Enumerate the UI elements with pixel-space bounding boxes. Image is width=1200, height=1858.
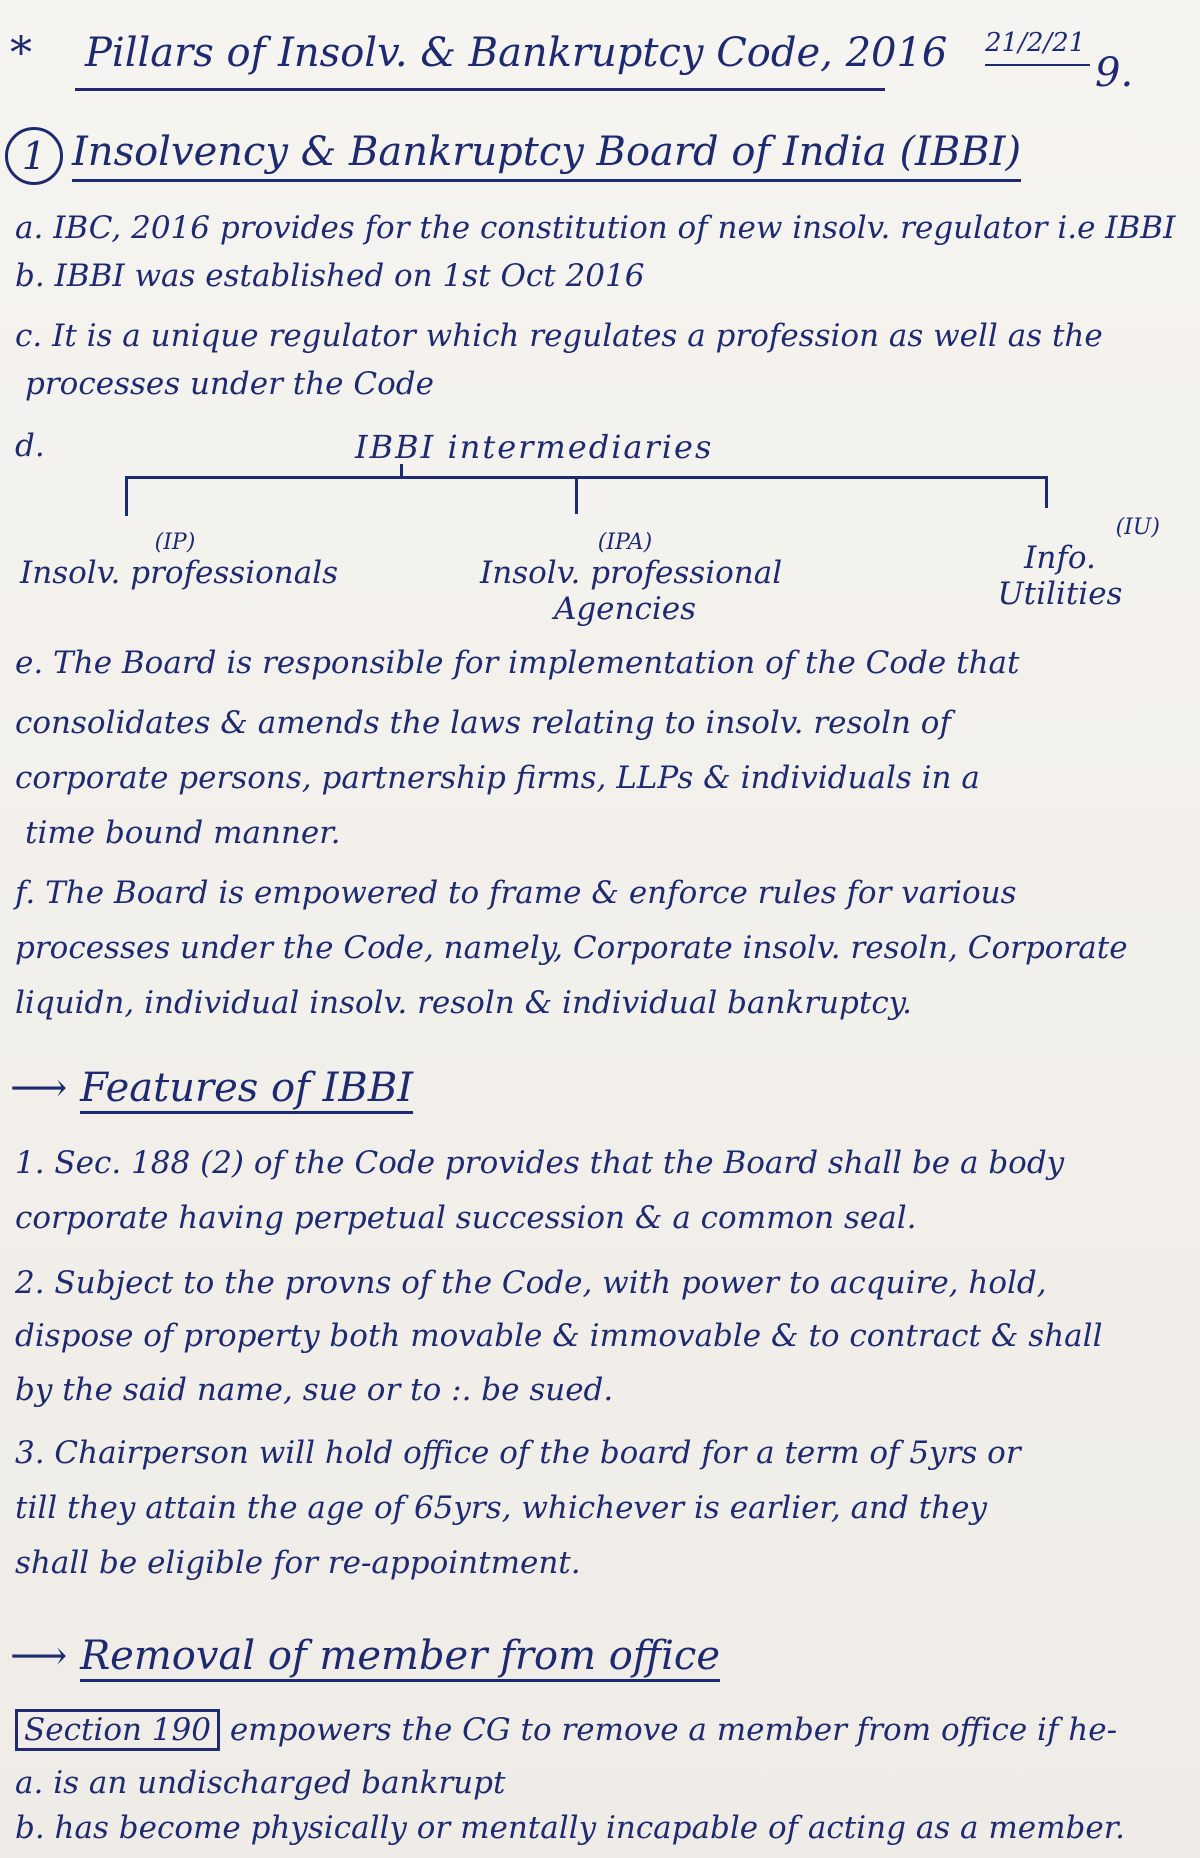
- section-1-title: Insolvency & Bankruptcy Board of India (IBBI): [72, 129, 1021, 182]
- feature-2-line-2: dispose of property both movable & immovable & to contract & shall: [15, 1318, 1103, 1354]
- arrow-icon: ⟶: [10, 1065, 68, 1111]
- node-ipa-label: Insolv. professional: [480, 555, 783, 591]
- section-1-heading: [0, 115, 1200, 200]
- tree-horizontal-line: [125, 476, 1045, 479]
- feature-3-line-2: till they attain the age of 65yrs, whichever is earlier, and they: [15, 1490, 988, 1526]
- features-heading-text: Features of IBBI: [80, 1065, 413, 1114]
- para-e-line-3: corporate persons, partnership firms, LLPs & individuals in a: [15, 760, 980, 796]
- node-ip-label: Insolv. professionals: [20, 555, 339, 591]
- removal-heading-text: Removal of member from office: [80, 1633, 720, 1682]
- features-heading: [10, 1065, 413, 1111]
- section-190-box: Section 190: [15, 1709, 220, 1751]
- tree-branch-middle: [575, 476, 578, 514]
- para-f-line-1: f. The Board is empowered to frame & enforce rules for various: [15, 875, 1017, 911]
- tree-node-ipa: [480, 530, 783, 627]
- feature-2-line-1: 2. Subject to the provns of the Code, with power to acquire, hold,: [15, 1265, 1047, 1301]
- node-iu-abbr: (IU): [1115, 515, 1160, 540]
- tree-node-ip: [20, 530, 339, 591]
- removal-intro: [15, 1712, 1117, 1748]
- section-number-circle: 1: [5, 127, 63, 185]
- feature-2-line-3: by the said name, sue or to :. be sued.: [15, 1372, 614, 1408]
- removal-heading: [10, 1633, 720, 1679]
- para-f-line-2: processes under the Code, namely, Corporate insolv. resoln, Corporate: [15, 930, 1128, 966]
- tree-branch-right: [1045, 476, 1048, 508]
- date-underline: [985, 64, 1090, 66]
- point-a: a. IBC, 2016 provides for the constitution of new insolv. regulator i.e IBBI: [15, 210, 1176, 246]
- feature-3-line-3: shall be eligible for re-appointment.: [15, 1545, 581, 1581]
- feature-1-line-2: corporate having perpetual succession & a common seal.: [15, 1200, 917, 1236]
- tree-root-label: IBBI intermediaries: [355, 428, 714, 466]
- page-date: 21/2/21: [985, 28, 1086, 58]
- removal-point-a: a. is an undischarged bankrupt: [15, 1765, 506, 1801]
- title-underline: [75, 88, 885, 91]
- para-e-line-1: e. The Board is responsible for implementation of the Code that: [15, 645, 1020, 681]
- node-iu-label-2: Utilities: [997, 576, 1123, 612]
- tree-node-iu: [960, 515, 1160, 612]
- node-ipa-abbr: (IPA): [597, 530, 653, 555]
- star-bullet: *: [10, 28, 32, 79]
- para-e-line-2: consolidates & amends the laws relating to insolv. resoln of: [15, 705, 951, 741]
- page-title: Pillars of Insolv. & Bankruptcy Code, 2016: [85, 30, 948, 76]
- point-c-cont: processes under the Code: [25, 366, 434, 402]
- feature-1-line-1: 1. Sec. 188 (2) of the Code provides that the Board shall be a body: [15, 1145, 1065, 1181]
- point-b: b. IBBI was established on 1st Oct 2016: [15, 258, 645, 294]
- para-f-line-3: liquidn, individual insolv. resoln & individual bankruptcy.: [15, 985, 912, 1021]
- point-d: d.: [15, 428, 45, 464]
- tree-branch-left: [125, 476, 128, 516]
- arrow-icon: ⟶: [10, 1633, 68, 1679]
- node-ipa-label-2: Agencies: [553, 591, 697, 627]
- page-number: 9.: [1095, 50, 1134, 96]
- feature-3-line-1: 3. Chairperson will hold office of the board for a term of 5yrs or: [15, 1435, 1021, 1471]
- tree-root-connector: [400, 464, 403, 476]
- node-ip-abbr: (IP): [154, 530, 196, 555]
- node-iu-label: Info.: [1024, 540, 1096, 576]
- para-e-line-4: time bound manner.: [25, 815, 341, 851]
- point-c: c. It is a unique regulator which regulates a profession as well as the: [15, 318, 1103, 354]
- page-header: [0, 10, 1200, 100]
- removal-intro-text: empowers the CG to remove a member from office if he-: [229, 1712, 1118, 1748]
- removal-point-b: b. has become physically or mentally incapable of acting as a member.: [15, 1810, 1125, 1846]
